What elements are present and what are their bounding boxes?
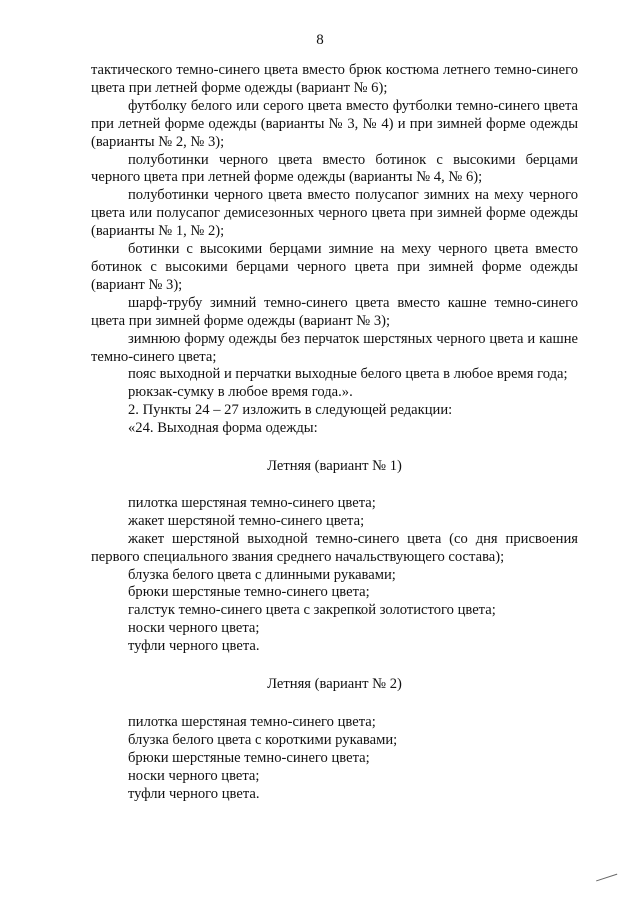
list-item: носки черного цвета; — [128, 620, 260, 637]
section-heading: Летняя (вариант № 2) — [267, 676, 402, 693]
list-item: пилотка шерстяная темно-синего цвета; — [128, 714, 376, 730]
paragraph: полуботинки черного цвета вместо ботинок с высокими берцами черного цвета при летней форме одежды (варианты № 4, № 6); — [91, 151, 578, 186]
list-item: галстук темно-синего цвета с закрепкой золотистого цвета; — [128, 602, 496, 619]
paragraph: 2. Пункты 24 – 27 изложить в следующей редакции: — [128, 402, 453, 419]
paragraph: «24. Выходная форма одежды: — [128, 420, 318, 437]
list-item: блузка белого цвета с короткими рукавами; — [128, 731, 398, 748]
list-item: брюки шерстяные темно-синего цвета; — [128, 749, 370, 766]
paragraph: пояс выходной и перчатки выходные белого цвета в любое время года; — [128, 366, 568, 383]
paragraph: рюкзак-сумку в любое время года.». — [128, 384, 353, 401]
list-item: блузка белого цвета с длинными рукавами; — [128, 566, 396, 583]
list-item: пилотка шерстяная темно-синего цвета; — [128, 494, 376, 511]
paragraph: ботинки с высокими берцами зимние на меху черного цвета вместо ботинок с высокими берцами черного цвета при зимней форме одежды (вариант № 3); — [91, 241, 578, 293]
list-item: жакет шерстяной темно-синего цвета; — [128, 512, 365, 529]
list-item: туфли черного цвета. — [128, 638, 260, 655]
paragraph: футболку белого или серого цвета вместо футболки темно-синего цвета при летней форме одежды (варианты № 3, № 4) и при зимней форме одежды (варианты № 2, № 3); — [91, 97, 578, 150]
section-heading: Летняя (вариант № 1) — [267, 458, 402, 475]
list-item: туфли черного цвета. — [128, 785, 260, 802]
list-item: жакет шерстяной выходной темно-синего цвета (со дня присвоения первого специального звания среднего начальствующего состава); — [91, 530, 578, 565]
document-body — [91, 62, 578, 804]
list-item: носки черного цвета; — [128, 767, 260, 784]
paragraph: шарф-трубу зимний темно-синего цвета вместо кашне темно-синего цвета при зимней форме одежды (вариант № 3); — [91, 294, 578, 329]
scan-mark — [596, 874, 618, 884]
paragraph: полуботинки черного цвета вместо полусапог зимних на меху черного цвета или полусапог демисезонных черного цвета при зимней форме одежды (варианты № 1, № 2); — [91, 187, 578, 240]
list-item: брюки шерстяные темно-синего цвета; — [128, 584, 370, 601]
paragraph: зимнюю форму одежды без перчаток шерстяных черного цвета и кашне темно-синего цвета; — [91, 330, 578, 365]
paragraph: тактического темно-синего цвета вместо брюк костюма летнего темно-синего цвета при летней форме одежды (вариант № 6); — [91, 62, 578, 96]
page-number: 8 — [316, 32, 324, 48]
